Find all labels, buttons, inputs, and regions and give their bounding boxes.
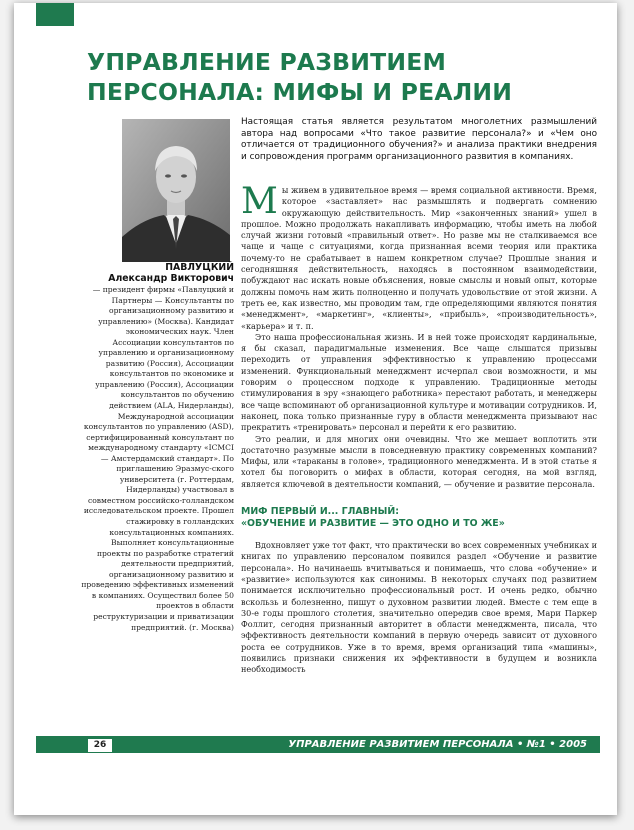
drop-cap: М <box>241 181 278 222</box>
author-portrait-image <box>122 119 230 262</box>
author-photo <box>122 119 230 262</box>
top-accent-bar <box>36 3 74 26</box>
section-heading <box>241 506 597 530</box>
paragraph-2: Это наша профессиональная жизнь. И в ней тоже происходят кардинальные, я бы сказал, парадигмальные изменения. Все чаще слышатся призывы переходить от управления эффективностью к управлению процессами изменений. Функциональный менеджмент исчерпал свои возможности, и мы говорим о процессном подходе к управлению. Традиционные методы стимулирования в эру «знающего работника» перестают работать, и менеджеры все чаще вспоминают об организационной культуре и мотивации сотрудников. И, наконец, пока только признанные гуру в области менеджмента призывают нас прекратить «тренировать» персонал и перейти к его развитию. <box>241 331 597 433</box>
paragraph-3: Это реалии, и для многих они очевидны. Что же мешает воплотить эти достаточно разумные мысли в повседневную практику современных компаний? Мифы, или «тараканы в голове», традиционного менеджмента. И в этой статье я хотел бы поговорить о мифах в области, которая сегодня, на мой взгляд, является ключевой в деятельности компаний, — обучение и развитие персонала. <box>241 433 597 489</box>
paragraph-4: Вдохновляет уже тот факт, что практически во всех современных учебниках и книгах по управлению персоналом появился раздел «Обучение и развитие персонала». Но начинаешь вчитываться и понимаешь, что слова «обучение» и «развитие» используются как синонимы. В некоторых случаях под развитием понимается исключительно профессиональный рост. И очень редко, обычно вскользь и болезненно, пишут о духовном развитии людей. Вместе с тем еще в 30-е годы прошлого столетия, значительно опередив свое время, Мари Паркер Фоллит, сегодня признанный авторитет в области менеджмента, писала, что эффективность деятельности компаний в первую очередь зависит от духовного роста ее сотрудников. Уже в то время, время организаций типа «машины», появились признаки снижения их эффективности в будущем и возникла необходимость <box>241 540 597 675</box>
journal-title: УПРАВЛЕНИЕ РАЗВИТИЕМ ПЕРСОНАЛА • №1 • 2005 <box>288 739 587 750</box>
section-heading-line-2: «ОБУЧЕНИЕ И РАЗВИТИЕ — ЭТО ОДНО И ТО ЖЕ» <box>241 518 505 530</box>
magazine-page <box>14 3 617 815</box>
author-surname: ПАВЛУЦКИЙ <box>165 262 234 273</box>
author-bio: — президент фирмы «Павлуцкий и Партнеры — Консультанты по организационному развитию и управлению» (Москва). Кандидат экономических наук. Член Ассоциации консультантов по управлению и организационному развитию (Россия), Ассоциации консультантов по экономике и управлению (Россия), Ассоциации консультантов по обучению действием (ALA, Нидерланды), Международной ассоциации консультантов по управлению (ASD), сертифицированный консультант по международному стандарту «ICMCI — Амстердамский стандарт». По приглашению Эразмус-ского университета (г. Роттердам, Нидерланды) участвовал в совместном российско-голландском исследовательском проекте. Прошел стажировку в голландских консультационных компаниях. Выполняет консультационные проекты по разработке стратегий деятельности предприятий, организационному развитию и проведению эффективных изменений в компаниях. Осуществил более 50 проектов в области реструктуризации и приватизации предприятий. (г. Москва) <box>81 285 234 632</box>
paragraph-1 <box>241 181 597 332</box>
article-lead: Настоящая статья является результатом многолетних размышлений автора над вопросами «Что такое развитие персонала?» и «Чем оно отличается от традиционного обучения?» и анализа практики внедрения и сопровождения программ организационного развития в компаниях. <box>241 117 597 162</box>
author-given-names: Александр Викторович <box>108 273 234 284</box>
article-body <box>241 181 597 676</box>
paragraph-1-text: ы живем в удивительное время — время социальной активности. Время, которое «заставляет» нас размышлять и подвергать сомнению окружающую действительность. Мир «законченных знаний» ушел в прошлое. Можно продолжать накапливать информацию, чтобы иметь на любой случай жизни готовый «правильный ответ». Но разве мы не сталкиваемся все чаще и чаще с ситуациями, когда признанная всеми теория или практика почему-то не срабатывает в нашем конкретном случае? Прошлые знания и сегодняшняя действительность, находясь в постоянном взаимодействии, побуждают нас искать новые объяснения, новые смыслы и новый опыт, которые должны помочь нам жить полноценно и получать удовольствие от этой жизни. А треть ее, как известно, мы проводим там, где определяющими являются понятия «менеджмент», «маркетинг», «клиенты», «прибыль», «производительность», «карьера» и т. п. <box>241 185 597 331</box>
article-title: УПРАВЛЕНИЕ РАЗВИТИЕМ ПЕРСОНАЛА: МИФЫ И РЕАЛИИ <box>87 48 513 106</box>
section-heading-line-1: МИФ ПЕРВЫЙ И... ГЛАВНЫЙ: <box>241 506 399 518</box>
page-number: 26 <box>87 738 113 753</box>
author-name <box>80 262 234 284</box>
